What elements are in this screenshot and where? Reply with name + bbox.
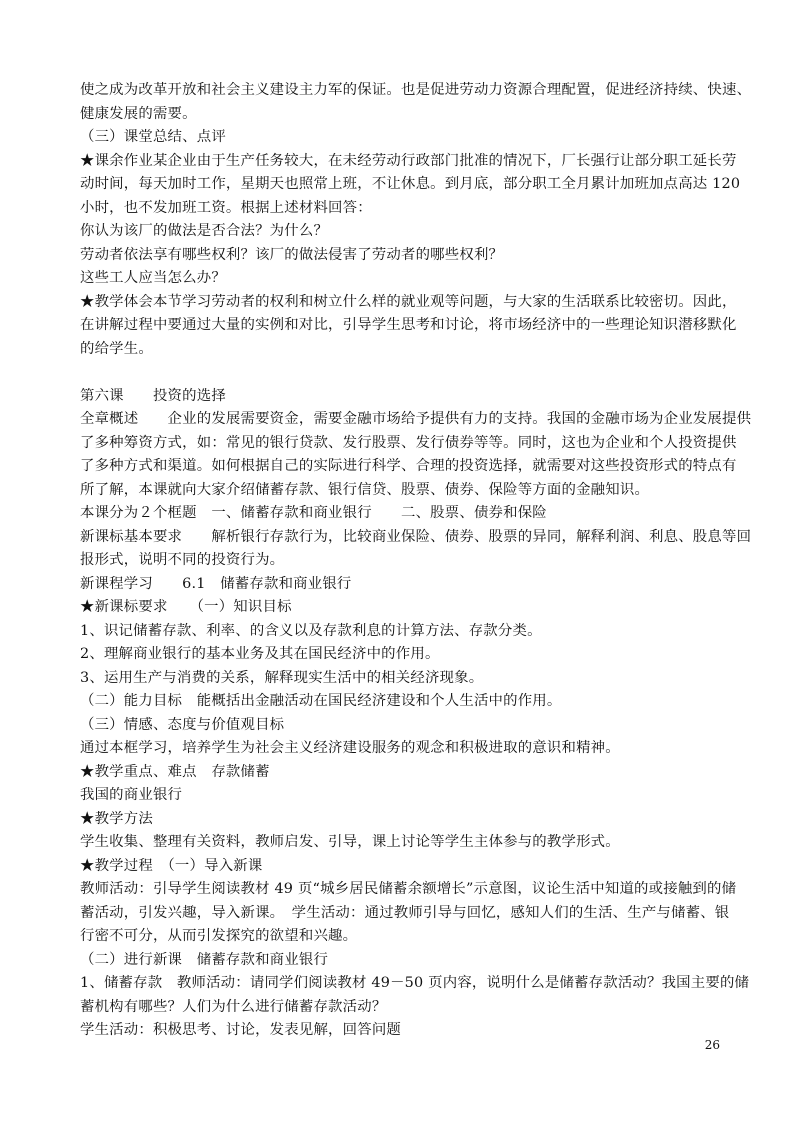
text-line: 所了解，本课就向大家介绍储蓄存款、银行信贷、股票、债券、保险等方面的金融知识。 (80, 481, 650, 498)
text-line: 1、储蓄存款 教师活动：请同学们阅读教材 49－50 页内容，说明什么是储蓄存款活动？我国主要的储 (80, 975, 750, 991)
text-line: 我国的商业银行 (80, 787, 183, 803)
text-line: 了多种方式和渠道。如何根据自己的实际进行科学、合理的投资选择，就需要对这些投资形式的特点有 (80, 458, 737, 474)
list-item: 3、运用生产与消费的关系，解释现实生活中的相关经济现象。 (80, 669, 484, 686)
question-line: 你认为该厂的做法是否合法？为什么？ (80, 223, 329, 239)
text-line: 使之成为改革开放和社会主义建设主力军的保证。也是促进劳动力资源合理配置，促进经济持续、快速、 (80, 82, 752, 98)
text-block-lesson-six (80, 385, 752, 1043)
text-line: 蓄机构有哪些？人们为什么进行储蓄存款活动？ (80, 998, 387, 1015)
question-line: 这些工人应当怎么办？ (80, 270, 226, 286)
lesson-title: 第六课 投资的选择 (80, 387, 226, 404)
list-item: 1、识记储蓄存款、利率、的含义以及存款利息的计算方法、存款分类。 (80, 622, 542, 639)
text-line: 行密不可分，从而引发探究的欲望和兴趣。 (80, 928, 358, 944)
section-heading: （二）进行新课 储蓄存款和商业银行 (80, 951, 329, 968)
question-line: 劳动者依法享有哪些权利？该厂的做法侵害了劳动者的哪些权利？ (80, 246, 504, 263)
section-heading: （三）课堂总结、点评 (80, 129, 226, 145)
text-line: 全章概述 企业的发展需要资金，需要金融市场给予提供有力的支持。我国的金融市场为企业发展提供 (80, 411, 752, 427)
text-line: ★课余作业某企业由于生产任务较大，在未经劳动行政部门批准的情况下，厂长强行让部分职工延长劳 (80, 152, 737, 169)
text-line: 小时，也不发加班工资。根据上述材料回答： (80, 199, 372, 216)
text-line: 蓄活动，引发兴趣，导入新课。 学生活动：通过教师引导与回忆，感知人们的生活、生产与储蓄、银 (80, 904, 730, 921)
section-heading: ★教学重点、难点 存款储蓄 (80, 763, 270, 780)
text-block-labor-rights (80, 79, 752, 361)
text-line: （二）能力目标 能概括出金融活动在国民经济建设和个人生活中的作用。 (80, 693, 562, 709)
section-heading: ★教学过程 （一）导入新课 (80, 857, 263, 874)
text-line: 学生收集、整理有关资料，教师启发、引导，课上讨论等学生主体参与的教学形式。 (80, 834, 620, 850)
list-item: 2、理解商业银行的基本业务及其在国民经济中的作用。 (80, 646, 440, 662)
section-heading: （三）情感、态度与价值观目标 (80, 716, 285, 733)
text-line: 本课分为２个框题 一、储蓄存款和商业银行 二、股票、债券和保险 (80, 505, 547, 521)
section-heading: ★新课标要求 （一）知识目标 (80, 599, 292, 615)
section-heading: ★教学方法 (80, 810, 153, 827)
text-line: 的给学生。 (80, 340, 153, 357)
text-line: 教师活动：引导学生阅读教材 49 页“城乡居民储蓄余额增长”示意图，议论生活中知道的或接触到的储 (80, 881, 737, 897)
document-body (80, 79, 752, 1043)
text-line: 在讲解过程中要通过大量的实例和对比，引导学生思考和讨论，将市场经济中的一些理论知识潜移默化 (80, 317, 737, 333)
text-line: ★教学体会本节学习劳动者的权利和树立什么样的就业观等问题，与大家的生活联系比较密切。因此， (80, 293, 737, 310)
text-line: 通过本框学习，培养学生为社会主义经济建设服务的观念和积极进取的意识和精神。 (80, 740, 620, 756)
text-line: 学生活动：积极思考、讨论，发表见解，回答问题 (80, 1022, 401, 1038)
text-line: 健康发展的需要。 (80, 105, 197, 122)
paragraph-gap (80, 361, 720, 385)
text-line: 报形式，说明不同的投资行为。 (80, 552, 285, 568)
text-line: 新课标基本要求 解析银行存款行为，比较商业保险、债券、股票的异同，解释利润、利息、股息等回 (80, 528, 752, 545)
text-line: 了多种筹资方式，如：常见的银行贷款、发行股票、发行债券等等。同时，这也为企业和个人投资提供 (80, 434, 737, 451)
page-number: 26 (704, 1038, 720, 1052)
section-heading: 新课程学习 6.1 储蓄存款和商业银行 (80, 575, 352, 592)
text-line: 动时间，每天加时工作，星期天也照常上班，不让休息。到月底，部分职工全月累计加班加点高达 120 (80, 176, 741, 192)
